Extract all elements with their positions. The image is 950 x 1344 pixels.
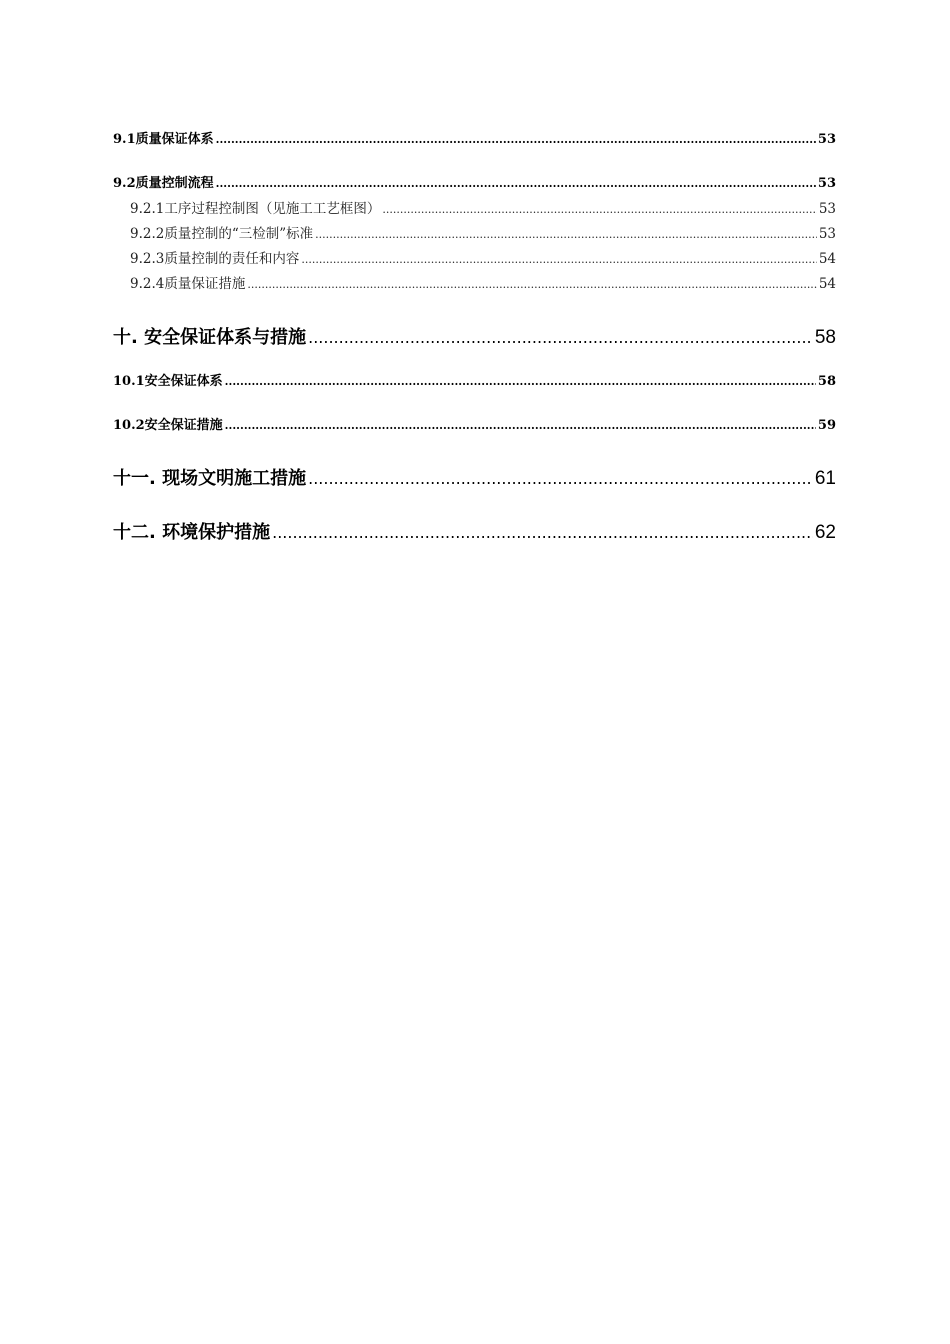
toc-entry-label: 9.1质量保证体系 <box>113 132 214 147</box>
toc-entry-label: 9.2.2质量控制的“三检制”标准 <box>130 226 314 242</box>
toc-entry-label: 十二. 环境保护措施 <box>113 522 271 543</box>
toc-leader <box>225 374 816 389</box>
toc-page-number: 58 <box>814 327 836 348</box>
toc-leader <box>382 201 816 217</box>
toc-leader <box>225 418 816 433</box>
toc-page-number: 58 <box>817 374 836 389</box>
toc-entry-label: 10.1安全保证体系 <box>113 374 223 389</box>
toc-leader <box>308 327 813 348</box>
toc-page-number: 62 <box>814 522 836 543</box>
toc-entry-label: 9.2.4质量保证措施 <box>130 276 246 292</box>
toc-entry[interactable] <box>113 464 836 490</box>
toc-page-number: 53 <box>818 226 836 242</box>
toc-entry-label: 10.2安全保证措施 <box>113 418 223 433</box>
toc-entry[interactable] <box>113 323 836 349</box>
toc-page-number: 59 <box>817 418 836 433</box>
toc-entry-label: 9.2质量控制流程 <box>113 176 214 191</box>
toc-leader <box>247 276 816 292</box>
toc-entry-label: 9.2.3质量控制的责任和内容 <box>130 251 300 267</box>
toc-entry[interactable] <box>113 370 836 389</box>
toc-entry-label: 9.2.1工序过程控制图（见施工工艺框图） <box>130 201 381 217</box>
toc-entry[interactable] <box>130 272 836 292</box>
toc-entry[interactable] <box>113 172 836 191</box>
toc-entry[interactable] <box>130 247 836 267</box>
toc-page-number: 54 <box>818 276 836 292</box>
toc-entry-label: 十. 安全保证体系与措施 <box>113 327 307 348</box>
toc-leader <box>272 522 813 543</box>
toc-entry[interactable] <box>113 518 836 544</box>
toc-entry[interactable] <box>113 128 836 147</box>
toc-page-number: 61 <box>814 468 836 489</box>
toc-leader <box>315 226 817 242</box>
toc-page-number: 53 <box>817 176 836 191</box>
toc-entry[interactable] <box>130 197 836 217</box>
toc-leader <box>216 176 816 191</box>
toc-page-number: 53 <box>818 201 836 217</box>
toc-page-number: 54 <box>818 251 836 267</box>
toc-leader <box>308 468 813 489</box>
toc-leader <box>301 251 816 267</box>
toc-entry[interactable] <box>130 222 836 242</box>
toc-page-number: 53 <box>817 132 836 147</box>
toc-entry[interactable] <box>113 414 836 433</box>
toc-entry-label: 十一. 现场文明施工措施 <box>113 468 307 489</box>
toc-leader <box>216 132 816 147</box>
